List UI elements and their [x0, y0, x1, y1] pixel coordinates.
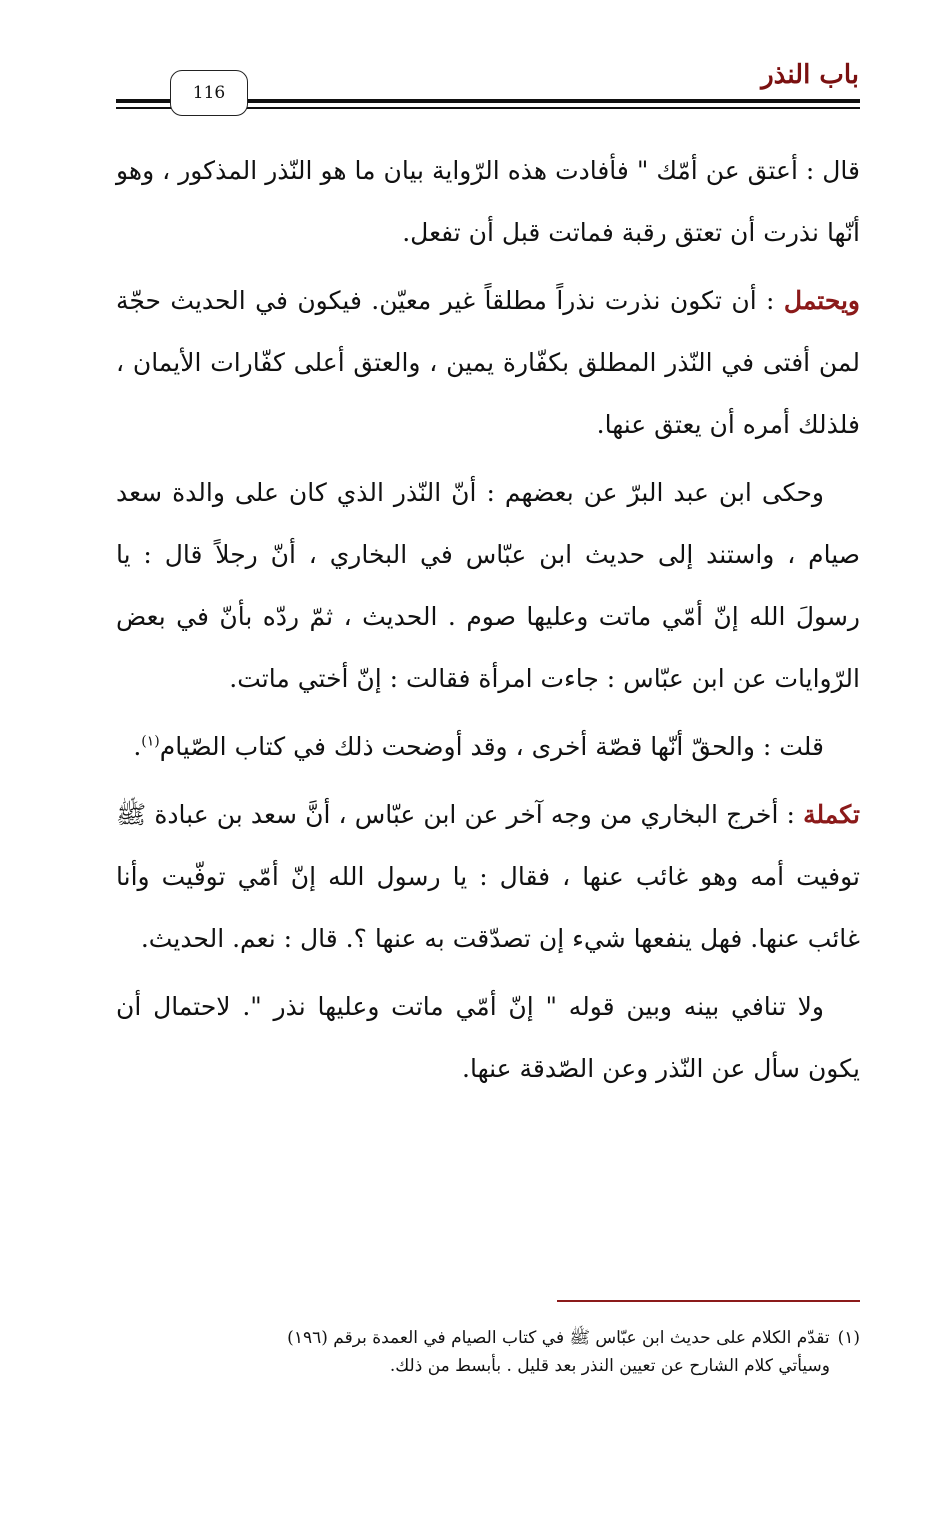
main-text — [116, 140, 860, 1106]
paragraph-text: قال : أعتق عن أمّك " فأفادت هذه الرّواية بيان ما هو النّذر المذكور ، وهو أنّها نذرت أن تعتق رقبة فماتت قبل أن تفعل. — [116, 156, 860, 247]
paragraph-5 — [116, 784, 860, 970]
paragraph-text: : أن تكون نذرت نذراً مطلقاً غير معيّن. فيكون في الحديث حجّة لمن أفتى في النّذر المطلق بكفّارة يمين ، والعتق أعلى كفّارات الأيمان ، فلذلك أمره أن يعتق عنها. — [116, 286, 860, 439]
footnote-reference[interactable]: (١) — [141, 733, 160, 750]
paragraph-text: وحكى ابن عبد البرّ عن بعضهم : أنّ النّذر الذي كان على والدة سعد صيام ، واستند إلى حديث ابن عبّاس في البخاري ، أنّ رجلاً قال : يا رسولَ الله إنّ أمّي ماتت وعليها صوم . الحديث ، ثمّ ردّه بأنّ في بعض الرّوايات عن ابن عبّاس : جاءت امرأة فقالت : إنّ أختي ماتت. — [116, 478, 860, 693]
footnote-line-2: وسيأتي كلام الشارح عن تعيين النذر بعد قليل . بأبسط من ذلك. — [389, 1356, 830, 1376]
footnote-section — [116, 1324, 860, 1380]
paragraph-4 — [116, 716, 860, 778]
paragraph-3 — [116, 462, 860, 710]
footnote-number: (١) — [837, 1328, 860, 1348]
footnote-line-1: تقدّم الكلام على حديث ابن عبّاس ﷺ في كتاب الصيام في العمدة برقم (١٩٦) — [287, 1328, 830, 1348]
page-number-badge: 116 — [170, 70, 248, 116]
paragraph-text: قلت : والحقّ أنّها قصّة أخرى ، وقد أوضحت ذلك في كتاب الصّيام — [159, 732, 824, 761]
paragraph-text: ولا تنافي بينه وبين قوله " إنّ أمّي ماتت وعليها نذر ". لاحتمال أن يكون سأل عن النّذر وعن الصّدقة عنها. — [116, 992, 860, 1083]
footnote-separator — [557, 1300, 860, 1302]
paragraph-6 — [116, 976, 860, 1100]
paragraph-tail: . — [133, 732, 142, 761]
paragraph-text: : أخرج البخاري من وجه آخر عن ابن عبّاس ، أنَّ سعد بن عبادة ﷺ توفيت أمه وهو غائب عنها ، فقال : يا رسول الله إنّ أمّي توفّيت وأنا غائب عنها. فهل ينفعها شيء إن تصدّقت به عنها ؟. قال : نعم. الحديث. — [116, 800, 860, 953]
paragraph-1 — [116, 140, 860, 264]
paragraph-keyword: تكملة — [803, 800, 860, 829]
paragraph-2 — [116, 270, 860, 456]
chapter-title: باب النذر — [761, 60, 859, 90]
paragraph-keyword: ويحتمل — [783, 286, 860, 315]
